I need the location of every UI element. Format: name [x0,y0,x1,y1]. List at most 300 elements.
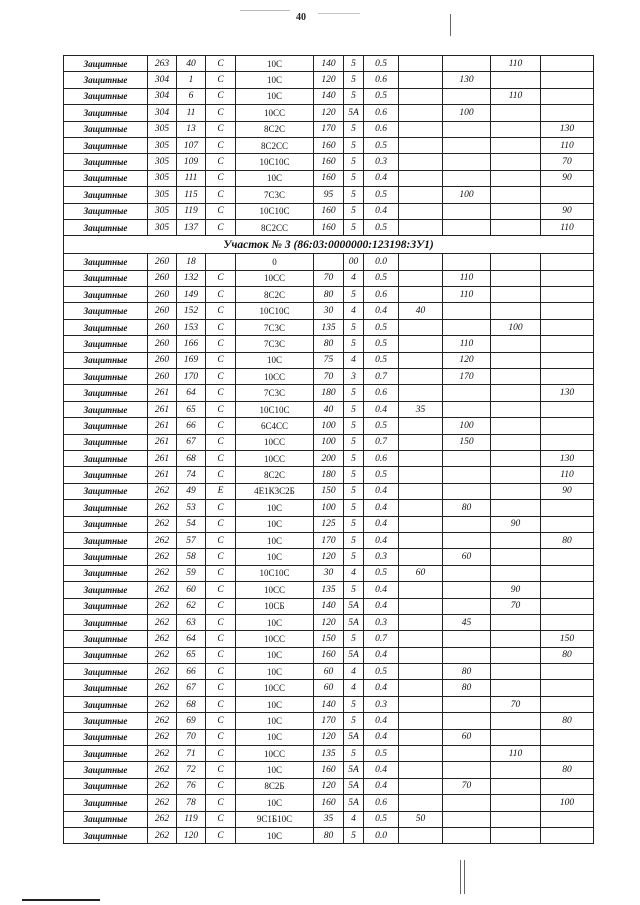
table-cell [541,614,594,630]
table-cell: 262 [148,500,177,516]
table-cell: 75 [314,352,344,368]
table-cell [399,483,443,499]
table-cell [491,303,541,319]
table-cell [491,270,541,286]
table-cell: 120 [314,72,344,88]
table-cell [443,319,491,335]
table-cell: Защитные [64,631,148,647]
table-cell: 40 [314,401,344,417]
table-cell: 111 [177,170,206,186]
table-cell: 0.4 [364,647,399,663]
table-cell: 0.4 [364,729,399,745]
table-cell: 4 [344,811,364,827]
table-row [64,254,594,270]
table-cell [541,811,594,827]
table-cell: 109 [177,154,206,170]
table-cell: 262 [148,549,177,565]
table-cell [399,647,443,663]
table-cell: 180 [314,467,344,483]
table-cell [443,598,491,614]
table-cell: 10С10С [236,154,314,170]
table-cell: 95 [314,187,344,203]
table-cell: С [206,713,236,729]
table-cell: 0.5 [364,664,399,680]
table-cell [443,762,491,778]
table-row [64,88,594,104]
table-cell: 10СС [236,680,314,696]
table-cell: 10С [236,549,314,565]
table-cell: С [206,729,236,745]
table-cell: 66 [177,664,206,680]
table-cell: Защитные [64,795,148,811]
table-cell: 80 [541,762,594,778]
table-cell [399,105,443,121]
table-cell: С [206,369,236,385]
table-cell [399,549,443,565]
table-row [64,121,594,137]
table-cell: С [206,434,236,450]
table-cell: 70 [491,598,541,614]
table-cell [399,72,443,88]
table-cell: 5А [344,795,364,811]
table-cell: 261 [148,450,177,466]
table-cell: 10С [236,532,314,548]
table-cell [399,729,443,745]
table-cell [541,105,594,121]
table-cell: 7С3С [236,336,314,352]
table-cell: 7С3С [236,319,314,335]
table-cell: 5 [344,154,364,170]
table-cell: 4 [344,303,364,319]
table-cell: С [206,647,236,663]
table-cell: 100 [314,434,344,450]
table-cell: Защитные [64,598,148,614]
table-cell [541,696,594,712]
table-cell [443,203,491,219]
table-cell [541,336,594,352]
table-cell: Защитные [64,254,148,270]
table-cell [443,467,491,483]
table-cell: 5 [344,483,364,499]
table-cell: 0.4 [364,401,399,417]
table-cell: 0.5 [364,418,399,434]
table-cell: 4 [344,352,364,368]
table-cell: 80 [541,647,594,663]
table-cell: 10С [236,795,314,811]
table-cell: 71 [177,746,206,762]
table-cell: 10СС [236,582,314,598]
table-cell: 160 [314,154,344,170]
table-cell: С [206,154,236,170]
table-cell: 130 [443,72,491,88]
table-cell: 119 [177,811,206,827]
table-row [64,696,594,712]
table-cell: 5 [344,549,364,565]
table-cell: 135 [314,582,344,598]
table-cell [541,778,594,794]
table-cell [541,401,594,417]
table-cell [443,121,491,137]
table-cell: 0.5 [364,352,399,368]
table-cell: 262 [148,746,177,762]
table-cell: Е [206,483,236,499]
table-cell: 149 [177,287,206,303]
table-cell [443,827,491,843]
table-cell [541,72,594,88]
table-cell: 10С [236,762,314,778]
table-cell: 76 [177,778,206,794]
table-cell [491,483,541,499]
table-row [64,336,594,352]
table-cell: 57 [177,532,206,548]
table-cell: 0.5 [364,187,399,203]
table-cell: 0.3 [364,154,399,170]
table-cell [541,254,594,270]
table-cell: С [206,778,236,794]
table-cell: 5 [344,319,364,335]
table-cell [443,811,491,827]
table-cell: 120 [314,549,344,565]
table-row [64,762,594,778]
table-row [64,598,594,614]
table-cell: 0.0 [364,254,399,270]
table-cell [541,319,594,335]
table-cell: С [206,795,236,811]
table-cell: Защитные [64,483,148,499]
table-cell: Защитные [64,72,148,88]
table-cell: С [206,352,236,368]
table-cell [399,450,443,466]
table-cell: 0.6 [364,385,399,401]
table-cell: Защитные [64,647,148,663]
table-cell [541,664,594,680]
table-cell [399,170,443,186]
table-cell: 262 [148,713,177,729]
table-cell: 130 [541,385,594,401]
table-cell: 262 [148,598,177,614]
table-cell: С [206,401,236,417]
table-cell: 140 [314,696,344,712]
table-cell: 0.4 [364,778,399,794]
table-cell: Защитные [64,369,148,385]
table-cell [399,778,443,794]
table-cell: С [206,762,236,778]
table-cell: 5 [344,467,364,483]
table-cell: 260 [148,352,177,368]
table-cell [491,778,541,794]
table-cell [541,352,594,368]
table-cell [443,565,491,581]
table-cell: 4 [344,680,364,696]
table-cell [491,385,541,401]
table-cell [491,369,541,385]
table-cell [443,154,491,170]
table-cell: 5 [344,696,364,712]
table-cell: 5 [344,713,364,729]
table-cell [399,598,443,614]
table-row [64,500,594,516]
table-cell: 110 [443,287,491,303]
table-cell [443,532,491,548]
table-cell [399,287,443,303]
table-cell: С [206,170,236,186]
table-cell: 90 [491,582,541,598]
table-cell [399,254,443,270]
table-cell: 5 [344,401,364,417]
table-cell [443,137,491,153]
table-cell: 0.4 [364,303,399,319]
table-cell [443,647,491,663]
table-cell: С [206,187,236,203]
table-cell: 262 [148,565,177,581]
table-cell: 6С4СС [236,418,314,434]
table-cell [491,254,541,270]
table-cell: 260 [148,287,177,303]
table-cell: 3 [344,369,364,385]
table-cell: 60 [443,729,491,745]
table-cell: 10С [236,516,314,532]
table-cell: 262 [148,532,177,548]
table-cell: 0.5 [364,270,399,286]
table-cell [443,170,491,186]
table-cell: 0.7 [364,631,399,647]
table-cell: 0.6 [364,287,399,303]
table-cell: 65 [177,647,206,663]
table-cell [443,582,491,598]
table-cell: 10С [236,500,314,516]
page-number: 40 [296,12,306,23]
table-cell: 0.4 [364,762,399,778]
table-cell: 110 [541,219,594,235]
table-cell: 170 [177,369,206,385]
table-cell: 5 [344,88,364,104]
table-cell: Защитные [64,352,148,368]
table-cell [491,287,541,303]
table-cell [206,254,236,270]
table-cell: Защитные [64,270,148,286]
table-cell: С [206,121,236,137]
table-row [64,746,594,762]
table-cell: 160 [314,219,344,235]
table-row [64,450,594,466]
table-cell [541,565,594,581]
section-row [64,236,594,254]
table-cell: 10С [236,664,314,680]
table-cell: Защитные [64,401,148,417]
table-cell: 100 [443,187,491,203]
table-cell: 180 [314,385,344,401]
table-cell: 5 [344,56,364,72]
table-cell: 5А [344,647,364,663]
table-cell [541,369,594,385]
table-cell: 0.4 [364,532,399,548]
table-cell: 68 [177,450,206,466]
table-cell: 70 [314,270,344,286]
table-cell: 70 [541,154,594,170]
table-cell: 10С [236,647,314,663]
table-cell: 262 [148,614,177,630]
table-cell: 74 [177,467,206,483]
table-cell [443,450,491,466]
table-cell: 68 [177,696,206,712]
table-cell [399,369,443,385]
table-row [64,582,594,598]
table-cell: 80 [443,664,491,680]
table-cell: 110 [443,270,491,286]
table-cell: Защитные [64,565,148,581]
table-cell: 160 [314,170,344,186]
table-cell: 4 [344,664,364,680]
table-cell: 10С [236,170,314,186]
table-cell [491,762,541,778]
table-cell: 0.4 [364,598,399,614]
table-row [64,72,594,88]
table-cell: 0.6 [364,105,399,121]
table-cell: 0.5 [364,811,399,827]
scan-speck [318,13,360,14]
table-cell: 5 [344,187,364,203]
table-cell [491,72,541,88]
table-cell [491,631,541,647]
table-cell: Защитные [64,154,148,170]
scan-speck [240,10,290,11]
table-cell [491,170,541,186]
table-cell: 0.0 [364,827,399,843]
table-cell: 110 [443,336,491,352]
table-cell: 305 [148,203,177,219]
table-cell: 64 [177,631,206,647]
table-cell: 120 [314,778,344,794]
table-cell: 5 [344,385,364,401]
table-cell [399,270,443,286]
table-cell: 67 [177,680,206,696]
table-cell: Защитные [64,56,148,72]
table-cell: 10СС [236,434,314,450]
table-cell: 10СС [236,631,314,647]
table-cell [491,434,541,450]
table-row [64,219,594,235]
table-cell: 0.5 [364,56,399,72]
table-cell: 90 [491,516,541,532]
table-cell [491,827,541,843]
table-row [64,352,594,368]
table-cell: 0.4 [364,516,399,532]
table-cell: 305 [148,170,177,186]
table-row [64,827,594,843]
table-cell [541,500,594,516]
table-cell [541,287,594,303]
table-cell: 5 [344,336,364,352]
table-cell: 107 [177,137,206,153]
table-cell: 166 [177,336,206,352]
table-cell: 10С [236,352,314,368]
table-cell: 120 [443,352,491,368]
table-cell: С [206,811,236,827]
table-cell: 261 [148,434,177,450]
table-cell: 100 [443,105,491,121]
table-cell: Защитные [64,516,148,532]
table-cell: 0.6 [364,795,399,811]
table-cell: 5 [344,170,364,186]
table-cell: 5А [344,778,364,794]
table-cell: 6 [177,88,206,104]
table-cell: Защитные [64,729,148,745]
table-cell: 5А [344,105,364,121]
table-cell: Защитные [64,664,148,680]
table-cell: Защитные [64,713,148,729]
table-cell: 100 [443,418,491,434]
table-cell [314,254,344,270]
table-cell: 260 [148,336,177,352]
table-cell: 0.3 [364,614,399,630]
table-cell: С [206,696,236,712]
table-cell: 0.5 [364,137,399,153]
table-cell [399,56,443,72]
table-cell [399,827,443,843]
table-cell: 119 [177,203,206,219]
table-cell [443,713,491,729]
table-cell: 8С2Б [236,778,314,794]
table-cell: 0.7 [364,434,399,450]
table-cell: 4 [344,270,364,286]
table-cell: 53 [177,500,206,516]
table-cell [491,811,541,827]
table-cell: 0.5 [364,565,399,581]
table-cell: 110 [491,746,541,762]
table-cell [399,680,443,696]
table-cell: 262 [148,647,177,663]
table-cell: 5А [344,614,364,630]
table-row [64,203,594,219]
table-cell [399,336,443,352]
table-cell [541,187,594,203]
table-cell [399,434,443,450]
table-cell: 153 [177,319,206,335]
table-cell: 30 [314,565,344,581]
table-cell [399,795,443,811]
table-cell [399,713,443,729]
table-cell: 7С3С [236,187,314,203]
table-cell: 262 [148,811,177,827]
table-cell [491,105,541,121]
table-row [64,467,594,483]
table-cell: 90 [541,170,594,186]
table-cell [491,203,541,219]
table-cell [443,219,491,235]
table-cell: 11 [177,105,206,121]
table-cell: 67 [177,434,206,450]
table-cell [491,121,541,137]
table-cell: 5 [344,746,364,762]
table-cell [491,154,541,170]
section-title: Участок № 3 (86:03:0000000:123198:ЗУ1) [64,236,594,254]
table-cell: 140 [314,56,344,72]
table-cell: С [206,105,236,121]
table-cell: Защитные [64,696,148,712]
table-cell: 305 [148,121,177,137]
table-cell: 10СБ [236,598,314,614]
table-cell: 130 [541,450,594,466]
table-row [64,549,594,565]
table-cell [399,746,443,762]
table-cell: 60 [314,664,344,680]
table-cell: 70 [177,729,206,745]
table-row [64,170,594,186]
table-cell: 10СС [236,450,314,466]
table-cell: 0.7 [364,369,399,385]
table-cell: 10С [236,88,314,104]
table-cell: 80 [314,336,344,352]
